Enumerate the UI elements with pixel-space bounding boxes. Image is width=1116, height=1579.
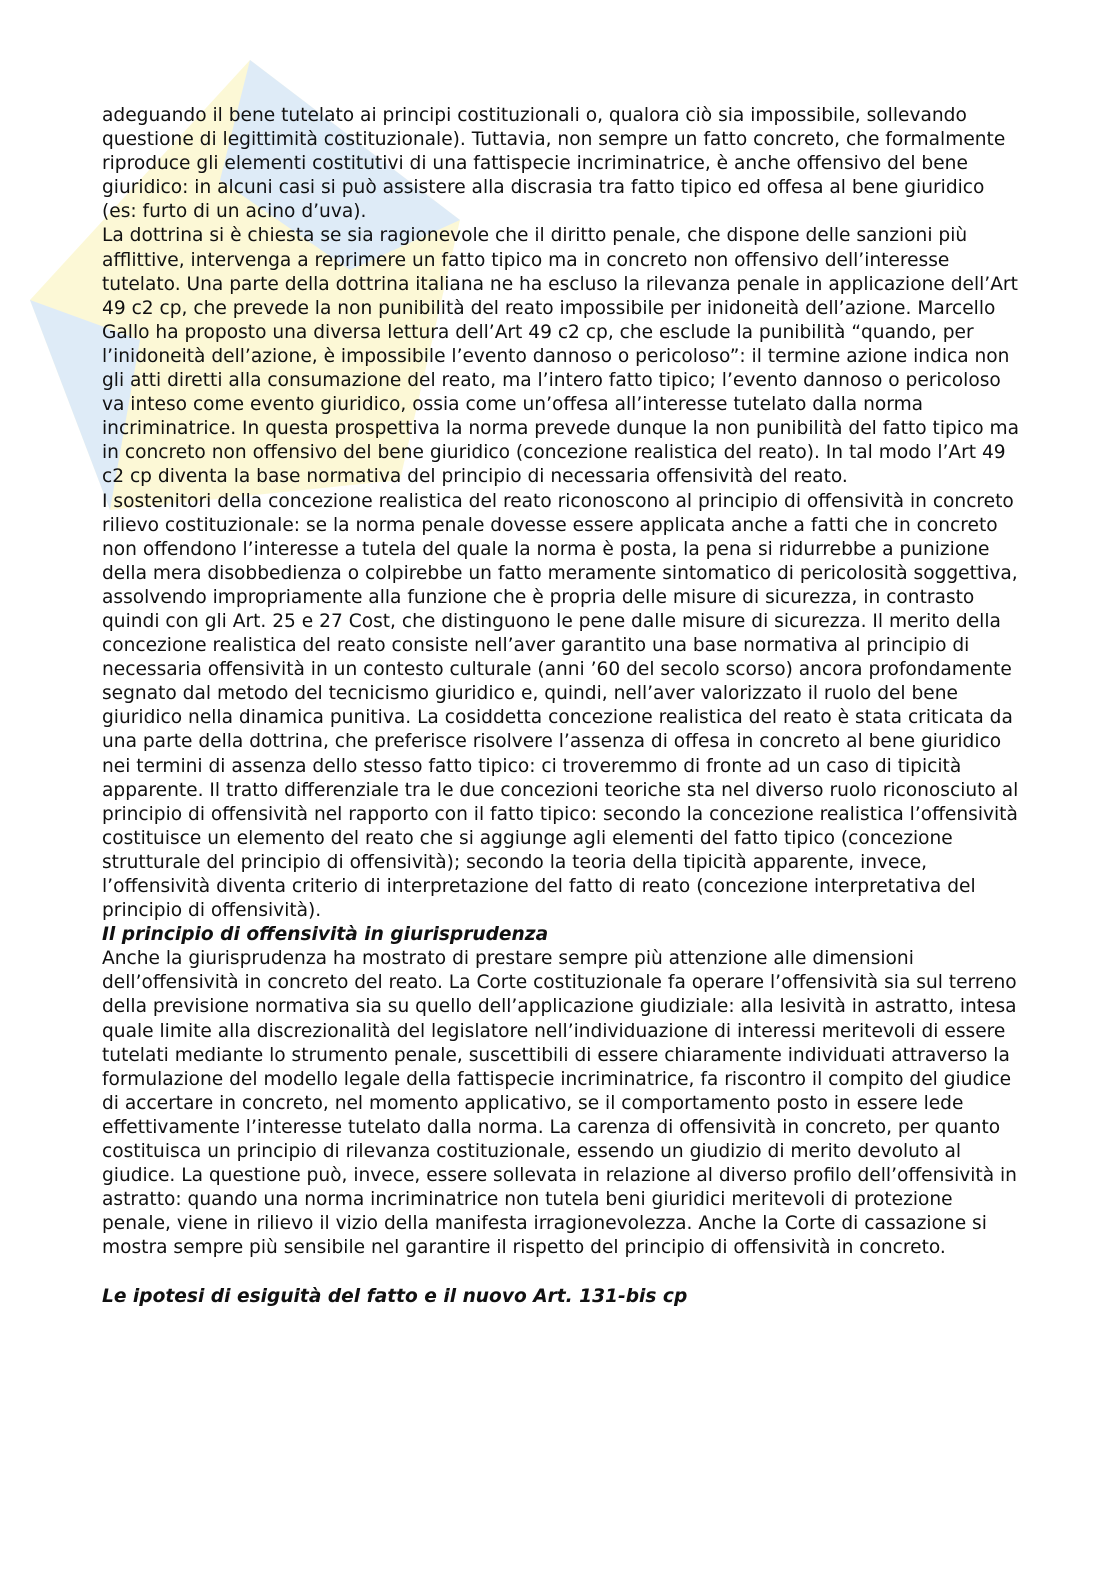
- paragraph-sostenitori: I sostenitori della concezione realistica del reato riconoscono al principio di offensività in concreto rilievo costituzionale: se la norma penale dovesse essere applicata anche a fatti che in concreto non offendono l’interesse a tutela del quale la norma è posta, la pena si ridurrebbe a punizione della mera disobbedienza o colpirebbe un fatto meramente sintomatico di pericolosità soggettiva, assolvendo impropriamente alla funzione che è propria delle misure di sicurezza, in contrasto quindi con gli Art. 25 e 27 Cost, che distinguono le pene dalle misure di sicurezza. Il merito della concezione realistica del reato consiste nell’aver garantito una base normativa al principio di necessaria offensività in un contesto culturale (anni ’60 del secolo scorso) ancora profondamente segnato dal metodo del tecnicismo giuridico e, quindi, nell’aver valorizzato il ruolo del bene giuridico nella dinamica punitiva. La cosiddetta concezione realistica del reato è stata criticata da una parte della dottrina, che preferisce risolvere l’assenza di offesa in concreto al bene giuridico nei termini di assenza dello stesso fatto tipico: ci troveremmo di fronte ad un caso di tipicità apparente. Il tratto differenziale tra le due concezioni teoriche sta nel diverso ruolo riconosciuto al principio di offensività nel rapporto con il fatto tipico: secondo la concezione realistica l’offensività costituisce un elemento del reato che si aggiunge agli elementi del fatto tipico (concezione strutturale del principio di offensività); secondo la teoria della tipicità apparente, invece, l’offensività diventa criterio di interpretazione del fatto di reato (concezione interpretativa del principio di offensività).: [102, 490, 1019, 922]
- paragraph-intro: adeguando il bene tutelato ai principi costituzionali o, qualora ciò sia impossibile, sollevando questione di legittimità costituzionale). Tuttavia, non sempre un fatto concreto, che formalmente riproduce gli elementi costitutivi di una fattispecie incriminatrice, è anche offensivo del bene giuridico: in alcuni casi si può assistere alla discrasia tra fatto tipico ed offesa al bene giuridico (es: furto di un acino d’uva).: [102, 105, 1006, 223]
- section-heading-esiguita: Le ipotesi di esiguità del fatto e il nuovo Art. 131-bis cp: [102, 1285, 688, 1307]
- paragraph-dottrina: La dottrina si è chiesta se sia ragionevole che il diritto penale, che dispone delle sanzioni più afflittive, intervenga a reprimere un fatto tipico ma in concreto non offensivo dell’interesse tutelato. Una parte della dottrina italiana ne ha escluso la rilevanza penale in applicazione dell’Art 49 c2 cp, che prevede la non punibilità del reato impossibile per inidoneità dell’azione. Marcello Gallo ha proposto una diversa lettura dell’Art 49 c2 cp, che esclude la punibilità “quando, per l’inidoneità dell’azione, è impossibile l’evento dannoso o pericoloso”: il termine azione indica non gli atti diretti alla consumazione del reato, ma l’intero fatto tipico; l’evento dannoso o pericoloso va inteso come evento giuridico, ossia come un’offesa all’interesse tutelato dalla norma incriminatrice. In questa prospettiva la norma prevede dunque la non punibilità del fatto tipico ma in concreto non offensivo del bene giuridico (concezione realistica del reato). In tal modo l’Art 49 c2 cp diventa la base normativa del principio di necessaria offensività del reato.: [102, 225, 1019, 488]
- paragraph-giurisprudenza: Anche la giurisprudenza ha mostrato di prestare sempre più attenzione alle dimensioni dell’offensività in concreto del reato. La Corte costituzionale fa operare l’offensività sia sul terreno della previsione normativa sia su quello dell’applicazione giudiziale: alla lesività in astratto, intesa quale limite alla discrezionalità del legislatore nell’individuazione di interessi meritevoli di essere tutelati mediante lo strumento penale, suscettibili di essere chiaramente individuati attraverso la formulazione del modello legale della fattispecie incriminatrice, fa riscontro il compito del giudice di accertare in concreto, nel momento applicativo, se il comportamento posto in essere lede effettivamente l’interesse tutelato dalla norma. La carenza di offensività in concreto, per quanto costituisca un principio di rilevanza costituzionale, essendo un giudizio di merito devoluto al giudice. La questione può, invece, essere sollevata in relazione al diverso profilo dell’offensività in astratto: quando una norma incriminatrice non tutela beni giuridici meritevoli di protezione penale, viene in rilievo il vizio della manifesta irragionevolezza. Anche la Corte di cassazione si mostra sempre più sensibile nel garantire il rispetto del principio di offensività in concreto.: [102, 948, 1017, 1259]
- document-body: [102, 104, 1022, 1309]
- subheading-giurisprudenza: Il principio di offensività in giurisprudenza: [102, 924, 549, 946]
